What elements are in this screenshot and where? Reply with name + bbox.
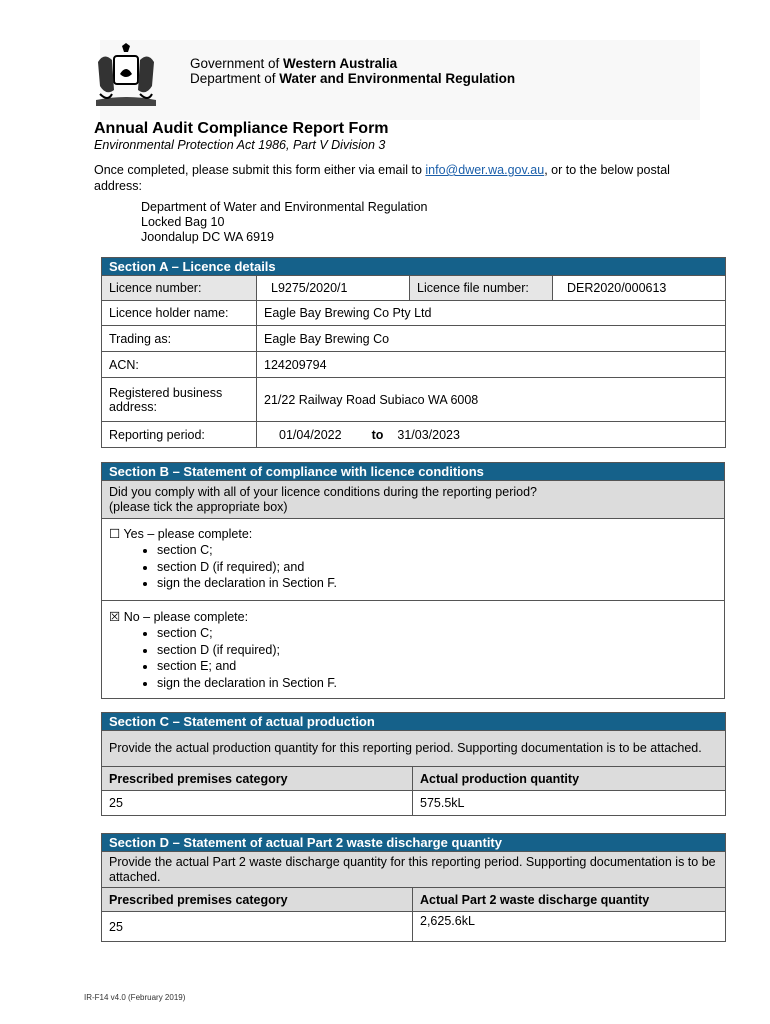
yes-checkbox[interactable]: ☐ [109, 527, 121, 541]
production-quantity-value: 575.5kL [413, 791, 726, 816]
holder-value: Eagle Bay Brewing Co Pty Ltd [257, 301, 726, 326]
intro-text: Once completed, please submit this form either via email to info@dwer.wa.gov.au, or to the below postal address: [94, 163, 670, 193]
section-b-table [101, 462, 725, 699]
address-line: Locked Bag 10 [141, 215, 225, 229]
org-name-line2: Department of Water and Environmental Regulation [190, 71, 516, 86]
section-a-table [101, 257, 726, 448]
column-header: Prescribed premises category [102, 888, 413, 912]
compliance-question [102, 481, 725, 519]
period-value [257, 422, 726, 448]
section-c-heading: Section C – Statement of actual production [102, 713, 726, 731]
licence-number-label: Licence number: [102, 276, 257, 301]
holder-label: Licence holder name: [102, 301, 257, 326]
no-label: No – please complete: [123, 610, 249, 624]
address-label: Registered business address: [102, 378, 257, 422]
section-d-instruction: Provide the actual Part 2 waste discharge quantity for this reporting period. Supporting documentation is to be attached. [102, 852, 726, 888]
yes-label: Yes – please complete: [123, 527, 253, 541]
list-item: • section D (if required); and [157, 559, 717, 576]
list-item: • sign the declaration in Section F. [157, 575, 717, 592]
period-to-word: to [371, 427, 384, 442]
category-value: 25 [102, 791, 413, 816]
address-value: 21/22 Railway Road Subiaco WA 6008 [257, 378, 726, 422]
list-item: • sign the declaration in Section F. [157, 675, 717, 692]
trading-value: Eagle Bay Brewing Co [257, 326, 726, 352]
no-option [102, 601, 725, 699]
postal-address [141, 200, 428, 245]
category-value: 25 [102, 912, 413, 942]
form-title: Annual Audit Compliance Report Form [94, 120, 389, 137]
list-item: • section C; [157, 542, 717, 559]
email-link[interactable]: info@dwer.wa.gov.au [425, 163, 545, 177]
acn-label: ACN: [102, 352, 257, 378]
section-d-heading: Section D – Statement of actual Part 2 waste discharge quantity [102, 834, 726, 852]
list-item: • section D (if required); [157, 642, 717, 659]
org-name-line1: Government of Western Australia [190, 56, 398, 71]
acn-value: 124209794 [257, 352, 726, 378]
period-label: Reporting period: [102, 422, 257, 448]
section-d-table [101, 833, 726, 942]
coat-of-arms-logo [94, 42, 158, 110]
form-version: IR-F14 v4.0 (February 2019) [84, 993, 186, 1002]
list-item: • section E; and [157, 658, 717, 675]
section-b-heading: Section B – Statement of compliance with licence conditions [102, 463, 725, 481]
no-checkbox[interactable]: ☒ [109, 610, 121, 624]
trading-label: Trading as: [102, 326, 257, 352]
address-line: Joondalup DC WA 6919 [141, 230, 274, 244]
column-header: Prescribed premises category [102, 767, 413, 791]
section-a-heading: Section A – Licence details [102, 258, 726, 276]
licence-file-value: DER2020/000613 [553, 276, 726, 301]
question-text: Did you comply with all of your licence conditions during the reporting period? [109, 484, 538, 499]
column-header: Actual Part 2 waste discharge quantity [413, 888, 726, 912]
section-c-instruction: Provide the actual production quantity for this reporting period. Supporting documentation is to be attached. [102, 731, 726, 767]
column-header: Actual production quantity [413, 767, 726, 791]
yes-option [102, 519, 725, 601]
question-note: (please tick the appropriate box) [109, 499, 288, 514]
address-line: Department of Water and Environmental Regulation [141, 200, 428, 214]
section-c-table [101, 712, 726, 816]
licence-file-label: Licence file number: [410, 276, 553, 301]
period-from: 01/04/2022 [279, 427, 342, 442]
licence-number-value: L9275/2020/1 [257, 276, 410, 301]
form-subtitle: Environmental Protection Act 1986, Part V Division 3 [94, 138, 386, 152]
discharge-quantity-value: 2,625.6kL [413, 912, 726, 942]
period-to: 31/03/2023 [397, 427, 460, 442]
list-item: • section C; [157, 625, 717, 642]
